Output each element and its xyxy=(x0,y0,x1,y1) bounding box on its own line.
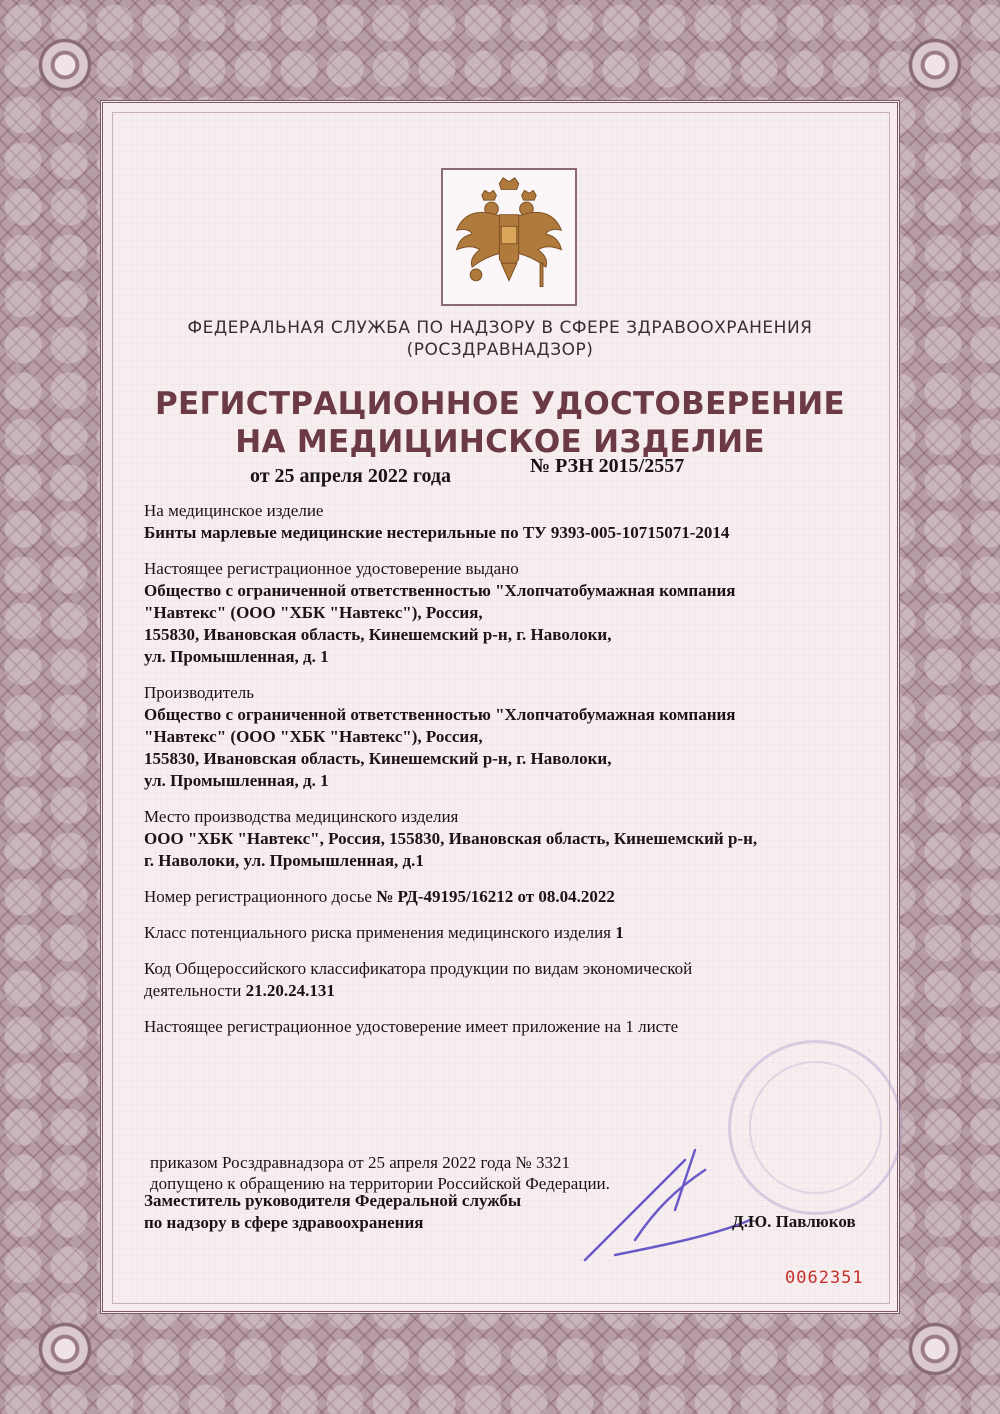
corner-ornament-icon xyxy=(900,30,970,100)
manufacturer-label: Производитель xyxy=(144,683,254,702)
production-site-label: Место производства медицинского изделия xyxy=(144,807,459,826)
registration-number: № РЗН 2015/2557 xyxy=(530,455,685,477)
issued-to-label: Настоящее регистрационное удостоверение выдано xyxy=(144,559,519,578)
issued-to-line: 155830, Ивановская область, Кинешемский р-н, г. Наволоки, xyxy=(144,625,612,644)
signer-title-line-2: по надзору в сфере здравоохранения xyxy=(144,1213,424,1232)
agency-name xyxy=(112,318,888,360)
double-headed-eagle-emblem-icon xyxy=(441,168,577,306)
issued-to-line: "Навтекс" (ООО "ХБК "Навтекс"), Россия, xyxy=(144,603,483,622)
corner-ornament-icon xyxy=(30,1314,100,1384)
risk-class-section xyxy=(144,922,854,944)
title-line-2: НА МЕДИЦИНСКОЕ ИЗДЕЛИЕ xyxy=(235,424,765,460)
okpd-section xyxy=(144,958,854,1002)
manufacturer-line: 155830, Ивановская область, Кинешемский р-н, г. Наволоки, xyxy=(144,749,612,768)
signer-title-line-1: Заместитель руководителя Федеральной службы xyxy=(144,1191,522,1210)
signer-name: Д.Ю. Павлюков xyxy=(732,1212,856,1231)
agency-short-name: (РОСЗДРАВНАДЗОР) xyxy=(406,340,594,360)
production-site-line: г. Наволоки, ул. Промышленная, д.1 xyxy=(144,851,424,870)
issued-to-section xyxy=(144,558,854,668)
appendix-section xyxy=(144,1016,854,1038)
manufacturer-line: "Навтекс" (ООО "ХБК "Навтекс"), Россия, xyxy=(144,727,483,746)
agency-full-name: ФЕДЕРАЛЬНАЯ СЛУЖБА ПО НАДЗОРУ В СФЕРЕ ЗДРАВООХРАНЕНИЯ xyxy=(187,318,813,338)
corner-ornament-icon xyxy=(30,30,100,100)
serial-number: 0062351 xyxy=(785,1268,864,1288)
certificate-body xyxy=(144,500,854,1052)
device-value: Бинты марлевые медицинские нестерильные по ТУ 9393-005-10715071-2014 xyxy=(144,523,730,542)
dossier-value: № РД-49195/16212 от 08.04.2022 xyxy=(376,887,615,906)
issued-to-line: ул. Промышленная, д. 1 xyxy=(144,647,329,666)
production-site-section xyxy=(144,806,854,872)
device-section xyxy=(144,500,854,544)
okpd-label-line-1: Код Общероссийского классификатора продукции по видам экономической xyxy=(144,959,693,978)
risk-class-label: Класс потенциального риска применения медицинского изделия xyxy=(144,923,616,942)
issue-date: от 25 апреля 2022 года xyxy=(250,465,451,487)
manufacturer-line: ул. Промышленная, д. 1 xyxy=(144,771,329,790)
production-site-line: ООО "ХБК "Навтекс", Россия, 155830, Ивановская область, Кинешемский р-н, xyxy=(144,829,758,848)
corner-ornament-icon xyxy=(900,1314,970,1384)
dossier-section xyxy=(144,886,854,908)
title-line-1: РЕГИСТРАЦИОННОЕ УДОСТОВЕРЕНИЕ xyxy=(154,386,846,422)
okpd-value: 21.20.24.131 xyxy=(245,981,335,1000)
dossier-label: Номер регистрационного досье xyxy=(144,887,377,906)
order-line-2: допущено к обращению на территории Российской Федерации. xyxy=(150,1174,610,1193)
signer-title xyxy=(144,1190,744,1234)
okpd-label-line-2: деятельности xyxy=(144,981,246,1000)
document-title xyxy=(112,385,888,461)
appendix-text: Настоящее регистрационное удостоверение имеет приложение на 1 листе xyxy=(144,1017,679,1036)
issued-to-line: Общество с ограниченной ответственностью "Хлопчатобумажная компания xyxy=(144,581,736,600)
risk-class-value: 1 xyxy=(615,923,624,942)
manufacturer-section xyxy=(144,682,854,792)
order-line-1: приказом Росздравнадзора от 25 апреля 2022 года № 3321 xyxy=(150,1153,570,1172)
manufacturer-line: Общество с ограниченной ответственностью "Хлопчатобумажная компания xyxy=(144,705,736,724)
device-label: На медицинское изделие xyxy=(144,501,324,520)
